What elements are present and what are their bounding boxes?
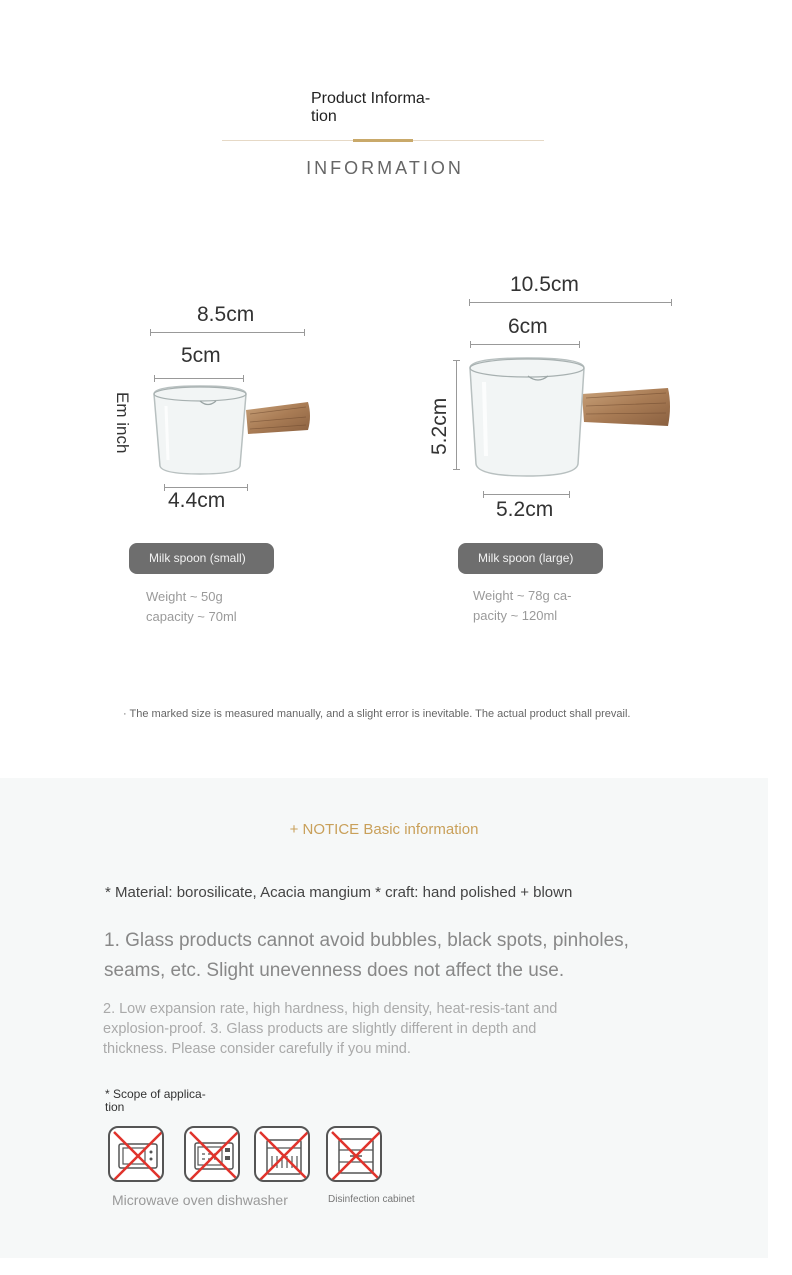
header-divider-accent <box>353 139 413 142</box>
large-top-width-line <box>470 344 580 345</box>
large-bottom-width-line <box>483 494 570 495</box>
large-height-line <box>456 360 457 470</box>
small-total-width-line <box>150 332 305 333</box>
notice-title: + NOTICE Basic information <box>289 821 479 838</box>
small-height-label: Em inch <box>113 392 132 454</box>
small-bottom-width-label: 4.4cm <box>168 489 226 512</box>
small-milk-jug-image <box>150 382 315 482</box>
large-product-tag: Milk spoon (large) <box>458 543 603 574</box>
small-product-tag: Milk spoon (small) <box>129 543 274 574</box>
scope-of-application-label: * Scope of applica- tion <box>105 1087 206 1114</box>
large-height-label: 5.2cm <box>428 397 451 455</box>
microwave-icon <box>108 1126 164 1182</box>
small-capacity: capacity ~ 70ml <box>146 609 237 624</box>
small-top-width-line <box>154 378 244 379</box>
icon-caption-disinfection: Disinfection cabinet <box>328 1194 415 1205</box>
section-subtitle: INFORMATION <box>306 158 464 178</box>
dishwasher-icon <box>254 1126 310 1182</box>
small-total-width-label: 8.5cm <box>197 303 255 326</box>
page-title: Product Informa- tion <box>311 90 431 125</box>
large-total-width-line <box>469 302 672 303</box>
large-bottom-width-label: 5.2cm <box>496 498 554 521</box>
small-top-width-label: 5cm <box>181 344 221 367</box>
large-weight: Weight ~ 78g ca- <box>473 588 572 603</box>
disinfection-cabinet-icon <box>326 1126 382 1182</box>
small-bottom-width-line <box>164 487 248 488</box>
oven-icon <box>184 1126 240 1182</box>
large-total-width-label: 10.5cm <box>510 273 579 296</box>
notice-paragraph-2: 2. Low expansion rate, high hardness, high density, heat-resis-tant and explosion-proof. 3. Glass products are slightly different in depth and thickness. Please consider carefully if you mind. <box>103 1001 558 1057</box>
icon-caption-appliances: Microwave oven dishwasher <box>112 1192 288 1208</box>
large-capacity: pacity ~ 120ml <box>473 608 558 623</box>
large-top-width-label: 6cm <box>508 315 548 338</box>
notice-paragraph-1: 1. Glass products cannot avoid bubbles, black spots, pinholes, seams, etc. Slight unevenness does not affect the use. <box>104 930 629 981</box>
size-disclaimer: · The marked size is measured manually, and a slight error is inevitable. The actual product shall prevail. <box>123 708 631 720</box>
material-info: * Material: borosilicate, Acacia mangium * craft: hand polished + blown <box>105 884 573 901</box>
small-weight: Weight ~ 50g <box>146 589 223 604</box>
large-milk-jug-image <box>466 352 676 484</box>
